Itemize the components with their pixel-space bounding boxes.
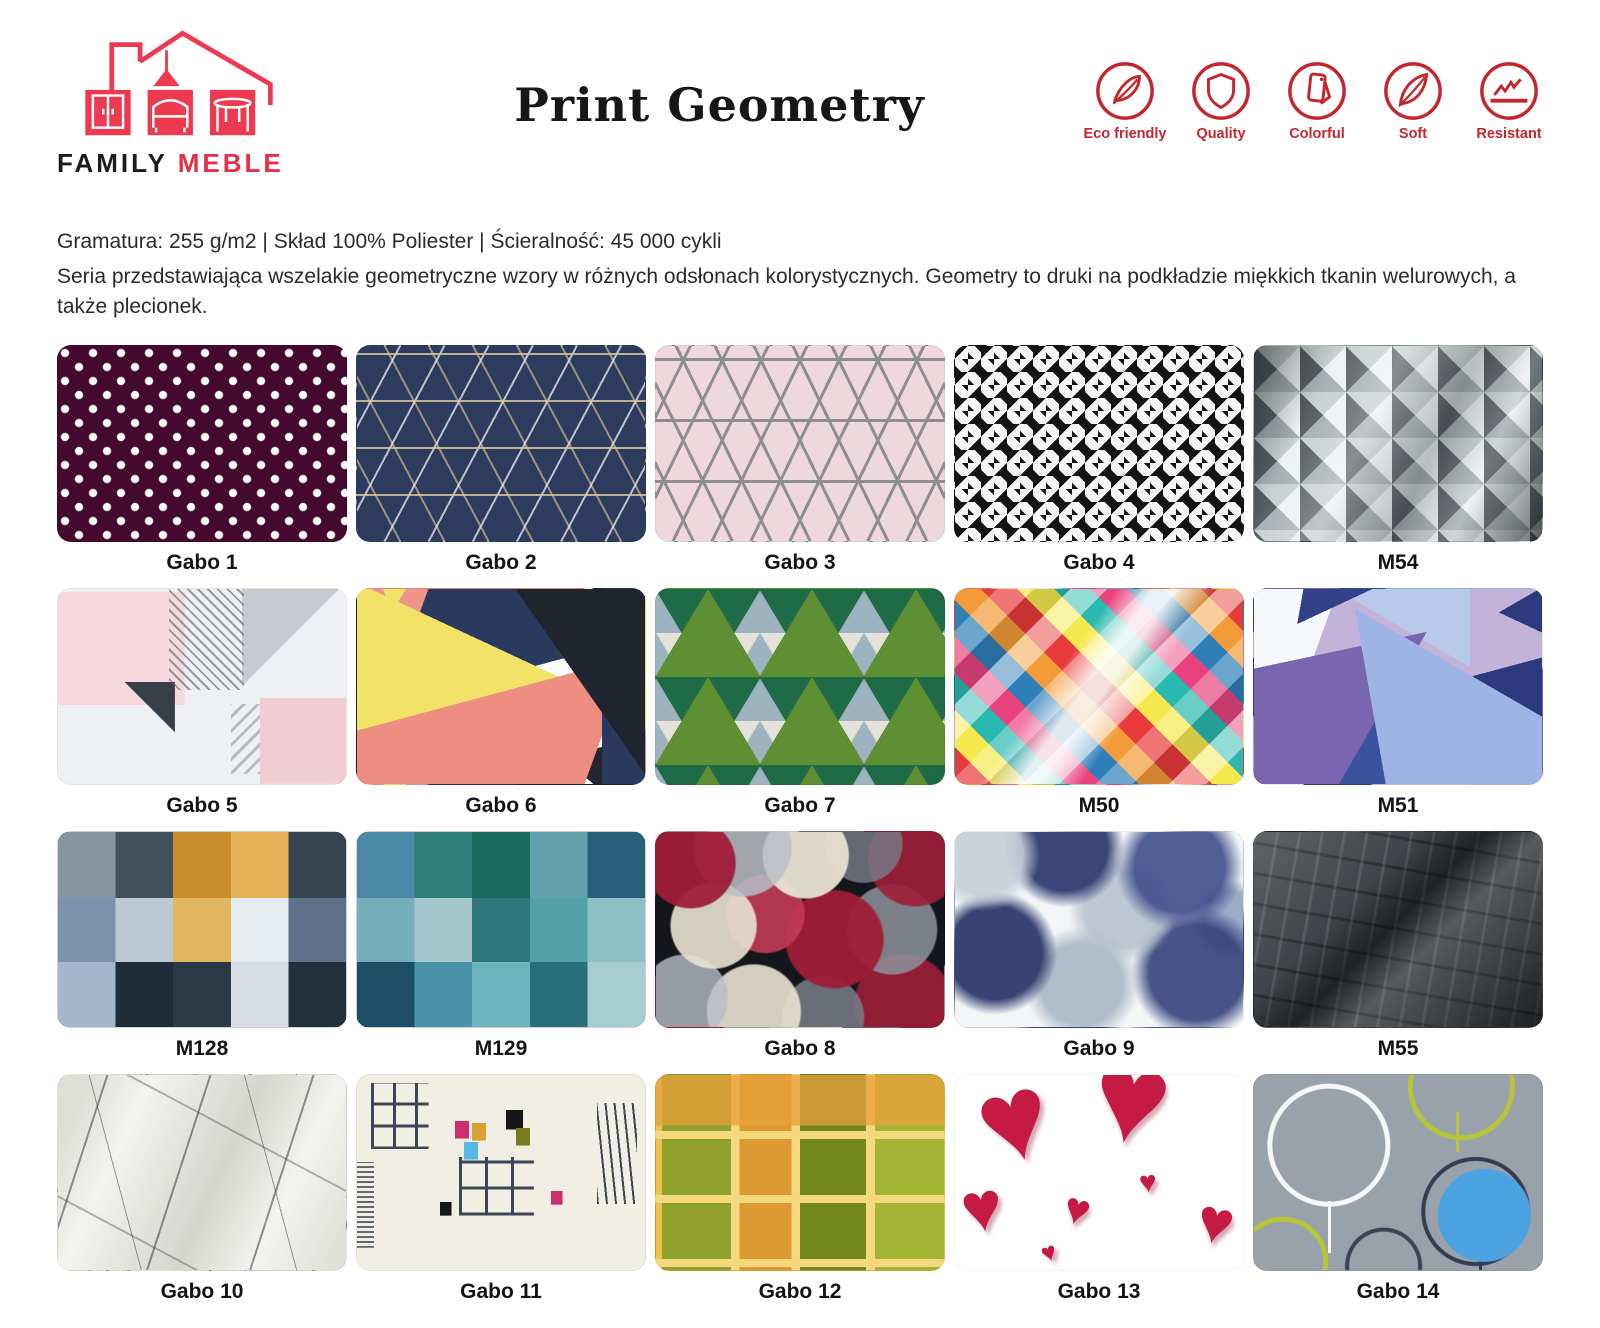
abrasion-icon: [1478, 60, 1540, 122]
swatch-cell: [57, 345, 347, 586]
swatch-label: M54: [1377, 550, 1419, 574]
swatch-cell: [356, 345, 646, 586]
leaf-icon: [1094, 60, 1156, 122]
family-meble-logo: [57, 16, 357, 179]
swatch-m50: [954, 588, 1244, 785]
heart-icon: [1038, 1237, 1061, 1266]
swatch-cell: [954, 345, 1244, 586]
swatch-gabo-12: [655, 1074, 945, 1271]
heart-icon: [1059, 1185, 1096, 1234]
feature-quality: [1178, 60, 1264, 142]
swatch-gabo-1: [57, 345, 347, 542]
swatch-cell: [57, 588, 347, 829]
swatch-cell: [954, 831, 1244, 1072]
heart-icon: [1191, 1189, 1240, 1257]
swatch-gabo-7: [655, 588, 945, 785]
swatch-label: Gabo 3: [764, 550, 836, 574]
swatch-label: M129: [474, 1036, 528, 1060]
swatch-cell: [1253, 831, 1543, 1072]
feature-label: Eco friendly: [1083, 126, 1167, 142]
feature-colorful: [1274, 60, 1360, 142]
feature-label: Colorful: [1289, 126, 1345, 142]
swatch-grid: [57, 345, 1543, 1315]
swatch-gabo-8: [655, 831, 945, 1028]
swatch-cell: [356, 831, 646, 1072]
swatch-gabo-4: [954, 345, 1244, 542]
swatch-label: Gabo 12: [758, 1279, 842, 1303]
swatch-gabo-2: [356, 345, 646, 542]
swatch-label: M51: [1377, 793, 1419, 817]
swatch-m128: [57, 831, 347, 1028]
feather-icon: [1382, 60, 1444, 122]
heart-icon: [1138, 1168, 1158, 1199]
swatch-cell: [57, 1074, 347, 1315]
swatch-cell: [954, 1074, 1244, 1315]
feature-label: Soft: [1398, 126, 1428, 142]
swatch-gabo-14: [1253, 1074, 1543, 1271]
swatch-gabo-11: [356, 1074, 646, 1271]
page-header: [0, 0, 1600, 200]
swatch-label: Gabo 7: [764, 793, 836, 817]
swatch-label: Gabo 9: [1063, 1036, 1135, 1060]
swatch-label: Gabo 5: [166, 793, 238, 817]
fabric-description: Seria przedstawiająca wszelakie geometryczne wzory w różnych odsłonach kolorystycznych. Geometry to druki na podkładzie miękkich tkanin welurowych, a także plecionek.: [57, 265, 1516, 319]
swatch-label: Gabo 2: [465, 550, 537, 574]
swatch-label: M50: [1078, 793, 1120, 817]
page-title: Print Geometry: [514, 78, 925, 132]
house-logo-icon: [57, 16, 293, 144]
feature-label: Quality: [1196, 126, 1246, 142]
swatch-cell: [1253, 345, 1543, 586]
swatch-gabo-10: [57, 1074, 347, 1271]
swatch-label: Gabo 11: [460, 1279, 542, 1303]
swatch-label: Gabo 6: [465, 793, 537, 817]
swatch-cell: [1253, 588, 1543, 829]
swatch-m54: [1253, 345, 1543, 542]
fabric-info: [0, 200, 1600, 323]
swatch-cell: [655, 588, 945, 829]
fabric-specs: Gramatura: 255 g/m2 | Skład 100% Poliester | Ścieralność: 45 000 cykli: [57, 230, 722, 253]
swatch-label: Gabo 13: [1057, 1279, 1141, 1303]
swatch-cell: [655, 831, 945, 1072]
heart-icon: [956, 1170, 1007, 1245]
swatch-label: Gabo 4: [1063, 550, 1135, 574]
swatch-gabo-6: [356, 588, 646, 785]
brand-name-primary: FAMILY: [57, 148, 168, 178]
swatch-label: M128: [175, 1036, 229, 1060]
swatch-label: Gabo 1: [166, 550, 238, 574]
swatch-cell: [655, 345, 945, 586]
swatch-cell: [356, 1074, 646, 1315]
swatch-gabo-13: [954, 1074, 1244, 1271]
swatch-m51: [1253, 588, 1543, 785]
heart-icon: [1083, 1074, 1182, 1168]
swatch-cell: [57, 831, 347, 1072]
feature-eco-friendly: [1082, 60, 1168, 142]
feature-label: Resistant: [1476, 126, 1542, 142]
swatch-cell: [356, 588, 646, 829]
swatch-gabo-9: [954, 831, 1244, 1028]
swatch-cell: [1253, 1074, 1543, 1315]
brand-name-secondary: MEBLE: [177, 148, 284, 178]
swatch-gabo-5: [57, 588, 347, 785]
shield-icon: [1190, 60, 1252, 122]
fabric-card-icon: [1286, 60, 1348, 122]
swatch-m129: [356, 831, 646, 1028]
swatch-gabo-3: [655, 345, 945, 542]
swatch-m55: [1253, 831, 1543, 1028]
feature-resistant: [1466, 60, 1552, 142]
feature-soft: [1370, 60, 1456, 142]
swatch-cell: [954, 588, 1244, 829]
swatch-label: Gabo 14: [1356, 1279, 1440, 1303]
feature-badges: [1082, 16, 1552, 142]
swatch-label: Gabo 10: [160, 1279, 244, 1303]
swatch-label: M55: [1377, 1036, 1419, 1060]
swatch-cell: [655, 1074, 945, 1315]
brand-name: [57, 148, 357, 179]
swatch-label: Gabo 8: [764, 1036, 836, 1060]
